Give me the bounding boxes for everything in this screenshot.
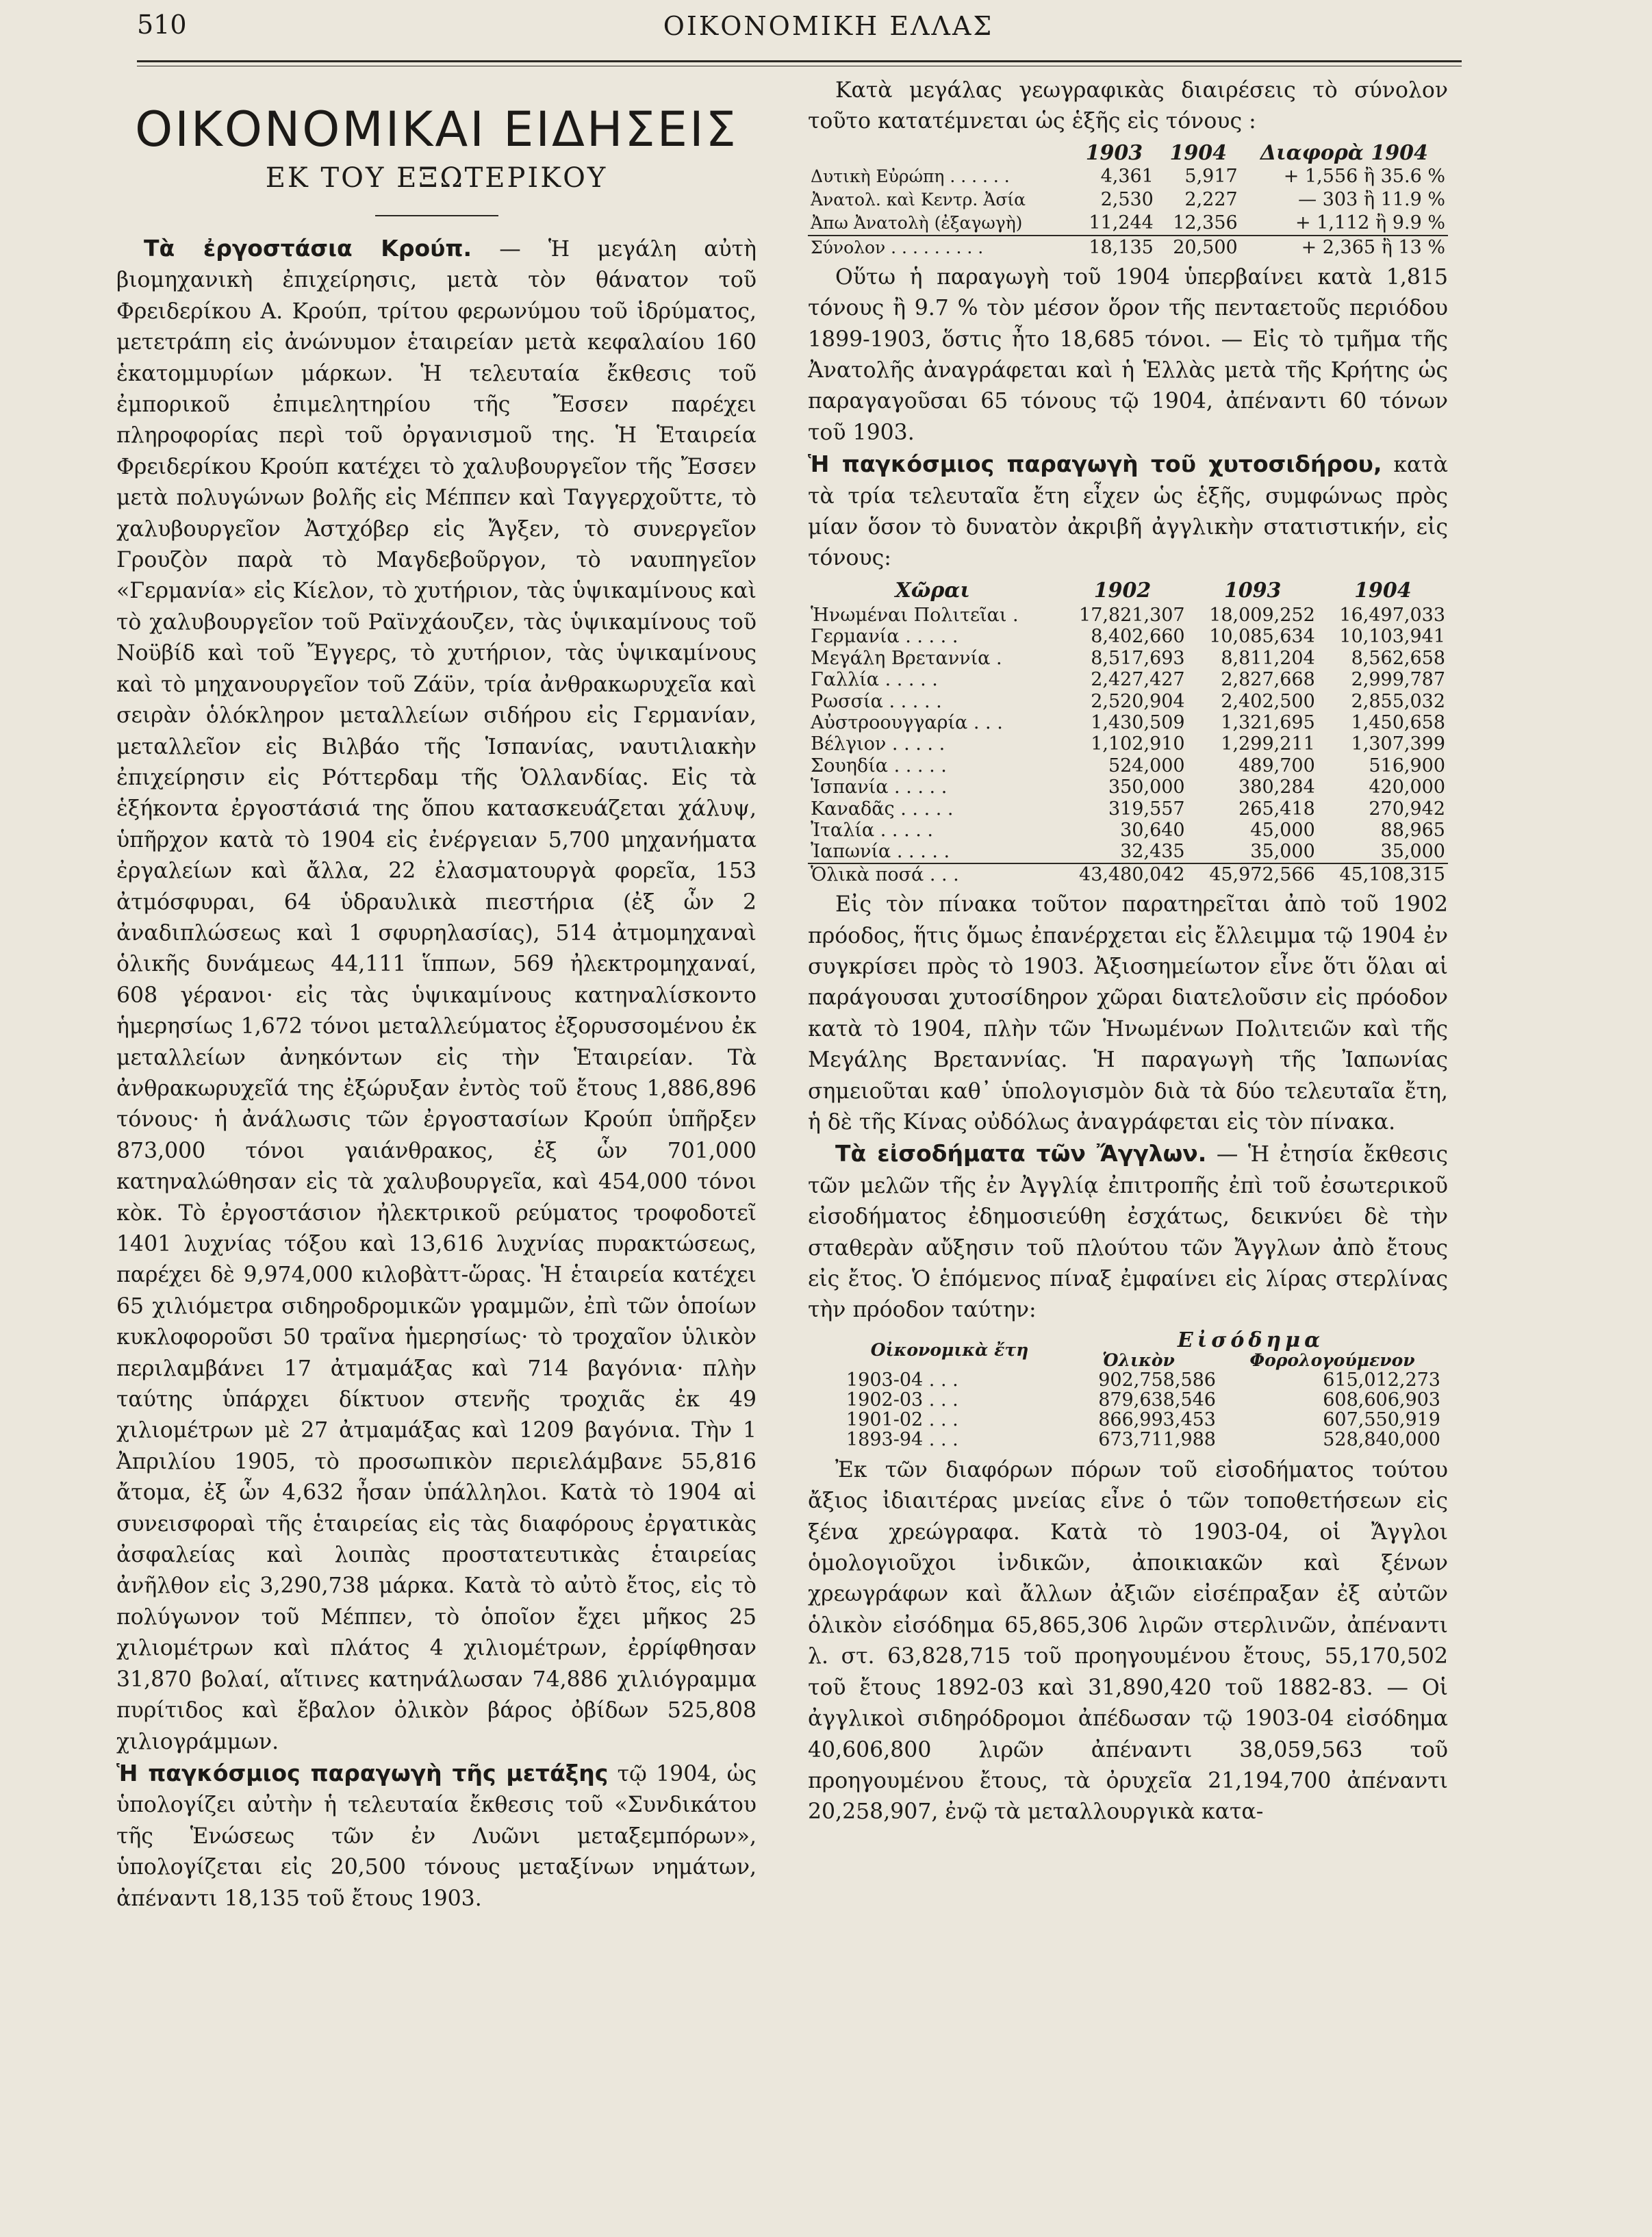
table-cell: 2,227: [1184, 188, 1238, 210]
table-cell: Βέλγιον . . . . .: [811, 733, 945, 755]
table-header: Χῶραι: [895, 578, 970, 603]
article-pig-iron-text: κατὰ τὰ τρία τελευταῖα ἔτη εἶχεν ὡς ἑξῆς, συμφώνως πρὸς μίαν ὅσον τὸ δυνατὸν ἀκριβῆ ἀγγλικὴν στατιστικήν, εἰς τόνους:: [808, 453, 1448, 571]
table-cell: 380,284: [1238, 776, 1315, 798]
table-cell: 5,917: [1184, 165, 1238, 187]
article-income: [808, 1138, 1448, 1326]
right-column: [808, 75, 1448, 1828]
table-cell: + 1,556 ἢ 35.6 %: [1283, 165, 1445, 187]
table-cell: Ὁλικὰ ποσά . . .: [808, 863, 1057, 885]
table-row: [808, 712, 1448, 733]
table-row: [808, 820, 1448, 841]
table-cell: 528,840,000: [1323, 1428, 1440, 1450]
table-cell: Ρωσσία . . . . .: [811, 690, 942, 712]
journal-title: ΟΙΚΟΝΟΜΙΚΗ ΕΛΛΑΣ: [663, 11, 994, 41]
article-income-lead: Τὰ εἰσοδήματα τῶν Ἄγγλων.: [835, 1140, 1207, 1167]
table-row: [842, 1390, 1445, 1410]
table-cell: 270,942: [1369, 798, 1445, 820]
article-silk: [116, 1758, 757, 1914]
section-subtitle: ΕΚ ΤΟΥ ΕΞΩΤΕΡΙΚΟΥ: [265, 162, 608, 194]
table-cell: 902,758,586: [1098, 1369, 1216, 1391]
table-cell: 45,000: [1250, 819, 1315, 841]
table-total-row: [808, 236, 1448, 260]
table-row: [808, 798, 1448, 820]
pig-iron-table: [808, 577, 1448, 885]
table-cell: 420,000: [1369, 776, 1445, 798]
table-cell: Καναδᾶς . . . . .: [811, 798, 954, 820]
table-header: [808, 142, 1072, 165]
silk-regions-intro: Κατὰ μεγάλας γεωγραφικὰς διαιρέσεις τὸ σύνολον τοῦτο κατατέμνεται ὡς ἑξῆς εἰς τόνους :: [808, 78, 1448, 134]
table-cell: 8,517,693: [1091, 647, 1185, 669]
table-cell: 489,700: [1238, 755, 1315, 776]
table-cell: Ἀπω Ἀνατολὴ (ἐξαγωγὴ): [811, 212, 1023, 233]
table-cell: 8,562,658: [1351, 647, 1445, 669]
table-header: Διαφορὰ 1904: [1260, 140, 1428, 165]
section-divider: [375, 215, 498, 216]
table-cell: 615,012,273: [1323, 1369, 1440, 1391]
table-cell: 32,435: [1120, 841, 1185, 863]
table-cell: 4,361: [1100, 165, 1154, 187]
table-cell: 1901-02 . . .: [846, 1408, 958, 1430]
table-row: [808, 212, 1448, 236]
table-cell: 10,103,941: [1339, 626, 1445, 648]
table-row: [842, 1370, 1445, 1390]
silk-commentary: Οὕτω ἡ παραγωγὴ τοῦ 1904 ὑπερβαίνει κατὰ 1,815 τόνους ἢ 9.7 % τὸν μέσον ὅρον τῆς πενταετοῦς περιόδου 1899-1903, ὅστις ἦτο 18,685 τόνοι. — Εἰς τὸ τμῆμα τῆς Ἀνατολῆς ἀναγράφεται καὶ ἡ Ἑλλὰς μετὰ τῆς Κρήτης ὡς παραγαγοῦσαι 65 τόνους τῷ 1904, ἀπέναντι 60 τόνων τοῦ 1903.: [808, 264, 1448, 445]
table-header-row: [808, 142, 1448, 165]
table-cell: 2,520,904: [1091, 690, 1185, 712]
table-cell: 1,299,211: [1221, 733, 1315, 755]
page-number: 510: [137, 10, 187, 40]
table-cell: Ἰταλία . . . . .: [811, 819, 933, 841]
table-cell: 2,827,668: [1221, 669, 1315, 691]
table-header: Ὁλικὸν: [1102, 1350, 1175, 1370]
table-cell: 8,811,204: [1221, 647, 1315, 669]
table-cell: 524,000: [1108, 755, 1185, 776]
table-row: [842, 1410, 1445, 1430]
table-cell: 2,530: [1100, 188, 1154, 210]
table-cell: Γαλλία . . . . .: [811, 669, 938, 691]
table-header: 1904: [1169, 140, 1228, 165]
left-column: [116, 75, 757, 1914]
table-cell: 18,009,252: [1209, 604, 1315, 626]
table-cell: 350,000: [1108, 776, 1185, 798]
table-cell: 18,135: [1072, 236, 1156, 260]
table-cell: — 303 ἢ 11.9 %: [1298, 188, 1445, 210]
article-krupp-lead: Τὰ ἐργοστάσια Κρούπ.: [144, 235, 472, 262]
table-cell: 20,500: [1156, 236, 1241, 260]
table-cell: 1893-94 . . .: [846, 1428, 958, 1450]
article-income-text: — Ἡ ἐτησία ἔκθεσις τῶν μελῶν τῆς ἐν Ἀγγλίᾳ ἐπιτροπῆς ἐπὶ τοῦ ἐσωτερικοῦ εἰσοδήματος ἐδημοσιεύθη ἐσχάτως, δεικνύει δὲ τὴν σταθερὰν αὔξησιν τοῦ πλούτου τῶν Ἄγγλων ἀπὸ ἔτους εἰς ἔτος. Ὁ ἑπόμενος πίναξ ἐμφαίνει εἰς λίρας στερλίνας τὴν πρόοδον ταύτην:: [808, 1142, 1448, 1323]
table-total-row: [808, 863, 1448, 885]
section-title: ΟΙΚΟΝΟΜΙΚΑΙ ΕΙΔΗΣΕΙΣ: [135, 101, 738, 157]
table-row: [808, 691, 1448, 712]
table-header: 1902: [1093, 578, 1152, 603]
table-header: Φορολογούμενον: [1249, 1350, 1415, 1370]
table-cell: Δυτικὴ Εὐρώπη . . . . . .: [811, 166, 1010, 186]
table-cell: 1,430,509: [1091, 711, 1185, 733]
table-cell: 516,900: [1369, 755, 1445, 776]
table-cell: 16,497,033: [1339, 604, 1445, 626]
table-cell: 8,402,660: [1091, 626, 1185, 648]
article-krupp: [116, 233, 757, 1758]
table-cell: 1902-03 . . .: [846, 1389, 958, 1411]
table-cell: 1,102,910: [1091, 733, 1185, 755]
table-cell: 45,108,315: [1318, 863, 1448, 885]
table-cell: 2,427,427: [1091, 669, 1185, 691]
table-header: 1903: [1085, 140, 1143, 165]
table-row: [808, 669, 1448, 690]
table-cell: Ἀνατολ. καὶ Κεντρ. Ἀσία: [811, 189, 1026, 210]
table-cell: 10,085,634: [1209, 626, 1315, 648]
table-group-header: Εἰσόδημα: [1177, 1328, 1325, 1352]
table-row: [842, 1430, 1445, 1450]
article-silk-lead: Ἡ παγκόσμιος παραγωγὴ τῆς μετάξης: [116, 1759, 609, 1786]
article-pig-iron-lead: Ἡ παγκόσμιος παραγωγὴ τοῦ χυτοσιδήρου,: [808, 451, 1382, 478]
table-cell: 1,321,695: [1221, 711, 1315, 733]
table-row: [808, 648, 1448, 669]
table-row: [808, 755, 1448, 776]
article-pig-iron: [808, 448, 1448, 574]
table-cell: 12,356: [1173, 212, 1238, 233]
table-cell: 866,993,453: [1098, 1408, 1216, 1430]
table-cell: Ἰαπωνία . . . . .: [811, 841, 950, 863]
pig-iron-commentary: Εἰς τὸν πίνακα τοῦτον παρατηρεῖται ἀπὸ τοῦ 1902 πρόοδος, ἥτις ὅμως ἐπανέρχεται εἰς ἔλλειμμα τῷ 1904 ἐν συγκρίσει πρὸς τὸ 1903. Ἀξιοσημείωτον εἶνε ὅτι ὅλαι αἱ παράγουσαι χυτοσίδηρον χῶραι διατελοῦσιν εἰς πρόοδον κατὰ τὸ 1904, πλὴν τῶν Ἡνωμένων Πολιτειῶν καὶ τῆς Μεγάλης Βρεταννίας. Ἡ παραγωγὴ τῆς Ἰαπωνίας σημειοῦται καθ᾽ ὑπολογισμὸν διὰ τὰ δύο τελευταῖα ἔτη, ἡ δὲ τῆς Κίνας οὐδόλως ἀναγράφεται εἰς τὸν πίνακα.: [808, 892, 1448, 1135]
article-krupp-text: — Ἡ μεγάλη αὐτὴ βιομηχανικὴ ἐπιχείρησις, μετὰ τὸν θάνατον τοῦ Φρειδερίκου Α. Κρούπ, τρίτου φερωνύμου τοῦ ἱδρύματος, μετετράπη εἰς ἀνώνυμον ἑταιρείαν μετὰ κεφαλαίου 160 ἑκατομμυρίων μάρκων. Ἡ τελευταία ἔκθεσις τοῦ ἐμπορικοῦ ἐπιμελητηρίου τῆς Ἔσσεν παρέχει πληροφορίας περὶ τοῦ ὀργανισμοῦ της. Ἡ Ἑταιρεία Φρειδερίκου Κρούπ κατέχει τὸ χαλυβουργεῖον τῆς Ἔσσεν μετὰ πολυγώνων βολῆς εἰς Μέππεν καὶ Ταγγερχοῦττε, τὸ χαλυβουργεῖον Ἀστχόβερ εἰς Ἄγξεν, τὸ συνεργεῖον Γρουζὸν παρὰ τὸ Μαγδεβοῦργον, τὸ ναυπηγεῖον «Γερμανία» εἰς Κίελον, τὸ χυτήριον, τὰς ὑψικαμίνους καὶ τὸ χαλυβουργεῖον τοῦ Ραϊνχάουζεν, τὰς ὑψικαμίνους τοῦ Νοϋβίδ καὶ τοῦ Ἔγγερς, τὸ χυτήριον, τὰς ὑψικαμίνους καὶ τὸ μηχανουργεῖον τοῦ Ζάϋν, τρία ἀνθρακωρυχεῖα καὶ σειρὰν ὁλόκληρον μεταλλείων σιδήρου εἰς Γερμανίαν, μεταλλεῖον εἰς Βιλβάο τῆς Ἱσπανίας, ναυτιλιακὴν ἐπιχείρησιν εἰς Ρόττερδαμ τῆς Ὁλλανδίας. Εἰς τὰ ἑξήκοντα ἐργοστάσιά της ὅπου κατασκευάζεται χάλυψ, ὑπῆρχον κατὰ τὸ 1904 εἰς ἐνέργειαν 5,700 μηχανήματα ἐργαλείων καὶ ἄλλα, 22 ἐλασματουργὰ φορεῖα, 153 ἀτμόσφυραι, 64 ὑδραυλικὰ πιεστήρια (ἐξ ὧν 2 ἀναδιπλώσεως καὶ 1 σφυρηλασίας), 514 ἀτμομηχαναὶ ὁλικῆς δυνάμεως 44,111 ἵππων, 569 ἠλεκτρομηχαναί, 608 γέρανοι· εἰς τὰς ὑψικαμίνους κατηναλίσκοντο ἡμερησίως 1,672 τόνοι μεταλλεύματος ἐξορυσσομένου ἐκ μεταλλείων ἀνηκόντων εἰς τὴν Ἑταιρείαν. Τὰ ἀνθρακωρυχεῖά της ἐξώρυξαν ἐντὸς τοῦ ἔτους 1,886,896 τόνους· ἡ ἀνάλωσις τῶν ἐργοστασίων Κρούπ ὑπῆρξεν 873,000 τόνοι γαιάνθρακος, ἐξ ὧν 701,000 κατηναλώθησαν εἰς τὰ χαλυβουργεῖα, καὶ 454,000 τόνοι κὸκ. Τὸ ἐργοστάσιον ἠλεκτρικοῦ ρεύματος τροφοδοτεῖ 1401 λυχνίας τόξου καὶ 13,616 λυχνίας πυρακτώσεως, παρέχει δὲ 9,974,000 κιλοβὰττ-ὥρας. Ἡ ἑταιρεία κατέχει 65 χιλιόμετρα σιδηροδρομικῶν γραμμῶν, ἐπὶ τῶν ὁποίων κυκλοφοροῦσι 50 τραῖνα ἡμερησίως· τὸ τροχαῖον ὑλικὸν περιλαμβάνει 17 ἀτμαμάξας καὶ 714 βαγόνια· πλὴν ταύτης ὑπάρχει δίκτυον στενῆς τροχιᾶς ἐκ 49 χιλιομέτρων μὲ 27 ἀτμαμάξας καὶ 1209 βαγόνια. Τὴν 1 Ἀπριλίου 1905, τὸ προσωπικὸν περιελάμβανε 55,816 ἄτομα, ἐξ ὧν 4,632 ἦσαν ὑπάλληλοι. Κατὰ τὸ 1904 αἱ συνεισφοραὶ τῆς ἑταιρείας εἰς τὰς διαφόρους ἐργατικὰς ἀσφαλείας καὶ λοιπὰς προστατευτικὰς ἑταιρείας ἀνῆλθον εἰς 3,290,738 μάρκα. Κατὰ τὸ αὐτὸ ἔτος, εἰς τὸ πολύγωνον τοῦ Μέππεν, τὸ ὁποῖον ἔχει μῆκος 25 χιλιομέτρων καὶ πλάτος 4 χιλιομέτρων, ἐρρίφθησαν 31,870 βολαί, αἵτινες κατηνάλωσαν 74,886 χιλιόγραμμα πυρίτιδος καὶ ἔβαλον ὀλικὸν βάρος ὀβίδων 525,808 χιλιογράμμων.: [116, 237, 757, 1754]
table-header: 1904: [1354, 578, 1412, 603]
table-cell: 17,821,307: [1079, 604, 1185, 626]
table-cell: 35,000: [1380, 841, 1445, 863]
article-silk-text: τῷ 1904, ὡς ὑπολογίζει αὐτὴν ἡ τελευταία ἔκθεσις τοῦ «Συνδικάτου τῆς Ἑνώσεως τῶν ἐν Λυῶνι μεταξεμπόρων», ὑπολογίζεται εἰς 20,500 τόνους μεταξίνων νημάτων, ἀπέναντι 18,135 τοῦ ἔτους 1903.: [116, 1761, 757, 1911]
table-row: [808, 605, 1448, 626]
table-cell: 319,557: [1108, 798, 1185, 820]
income-commentary: Ἐκ τῶν διαφόρων πόρων τοῦ εἰσοδήματος τούτου ἄξιος ἰδιαιτέρας μνείας εἶνε ὁ τῶν τοποθετήσεων εἰς ξένα χρεώγραφα. Κατὰ τὸ 1903-04, οἱ Ἄγγλοι ὁμολογιοῦχοι ἰνδικῶν, ἀποικιακῶν καὶ ξένων χρεωγράφων καὶ ἄλλων ἀξιῶν εἰσέπραξαν ἐξ αὐτῶν ὁλικὸν εἰσόδημα 65,865,306 λιρῶν στερλινῶν, ἀπέναντι λ. στ. 63,828,715 τοῦ προηγουμένου ἔτους, 55,170,502 τοῦ ἔτους 1892-03 καὶ 31,890,420 τοῦ 1882-83. — Οἱ ἀγγλικοὶ σιδηρόδρομοι ἀπέδωσαν τῷ 1903-04 εἰσόδημα 40,606,800 λιρῶν ἀπέναντι 38,059,563 τοῦ προηγουμένου ἔτους, τὰ ὀρυχεῖα 21,194,700 ἀπέναντι 20,258,907, ἐνῷ τὰ μεταλλουργικὰ κατα-: [808, 1457, 1448, 1825]
table-cell: Ἱσπανία . . . . .: [811, 776, 948, 798]
table-cell: + 2,365 ἢ 13 %: [1241, 236, 1448, 260]
table-cell: Μεγάλη Βρεταννία .: [811, 647, 1002, 669]
table-cell: Σουηδία . . . . .: [811, 755, 947, 776]
table-cell: 43,480,042: [1057, 863, 1187, 885]
table-cell: 1,307,399: [1351, 733, 1445, 755]
table-row: [808, 733, 1448, 755]
table-cell: 45,972,566: [1188, 863, 1318, 885]
table-row: [808, 776, 1448, 798]
table-cell: 607,550,919: [1323, 1408, 1440, 1430]
table-row: [808, 188, 1448, 212]
table-row: [808, 841, 1448, 863]
table-cell: 30,640: [1120, 819, 1185, 841]
income-table: [842, 1330, 1445, 1450]
header-rule: [137, 60, 1462, 62]
table-cell: 2,402,500: [1221, 690, 1315, 712]
table-cell: 11,244: [1089, 212, 1154, 233]
table-cell: + 1,112 ἢ 9.9 %: [1295, 212, 1445, 233]
table-cell: 1,450,658: [1351, 711, 1445, 733]
table-cell: Ἡνωμέναι Πολιτεῖαι .: [811, 604, 1019, 626]
table-cell: 673,711,988: [1098, 1428, 1216, 1450]
table-cell: 35,000: [1250, 841, 1315, 863]
table-cell: Γερμανία . . . . .: [811, 626, 958, 648]
table-header-row: [808, 577, 1448, 605]
table-header: 1093: [1223, 578, 1282, 603]
table-row: [808, 626, 1448, 647]
table-cell: 608,606,903: [1323, 1389, 1440, 1411]
table-cell: 88,965: [1380, 819, 1445, 841]
table-cell: 1903-04 . . .: [846, 1369, 958, 1391]
table-cell: Αὐστροουγγαρία . . .: [811, 711, 1003, 733]
table-header: Οἰκονομικὰ ἔτη: [870, 1340, 1029, 1361]
table-cell: 265,418: [1238, 798, 1315, 820]
table-cell: Σύνολον . . . . . . . . .: [808, 236, 1072, 260]
table-cell: 2,855,032: [1351, 690, 1445, 712]
running-head: [137, 10, 1520, 44]
table-cell: 879,638,546: [1098, 1389, 1216, 1411]
silk-regions-table: [808, 142, 1448, 260]
table-cell: 2,999,787: [1351, 669, 1445, 691]
table-header-row: [842, 1330, 1445, 1350]
table-row: [808, 165, 1448, 188]
